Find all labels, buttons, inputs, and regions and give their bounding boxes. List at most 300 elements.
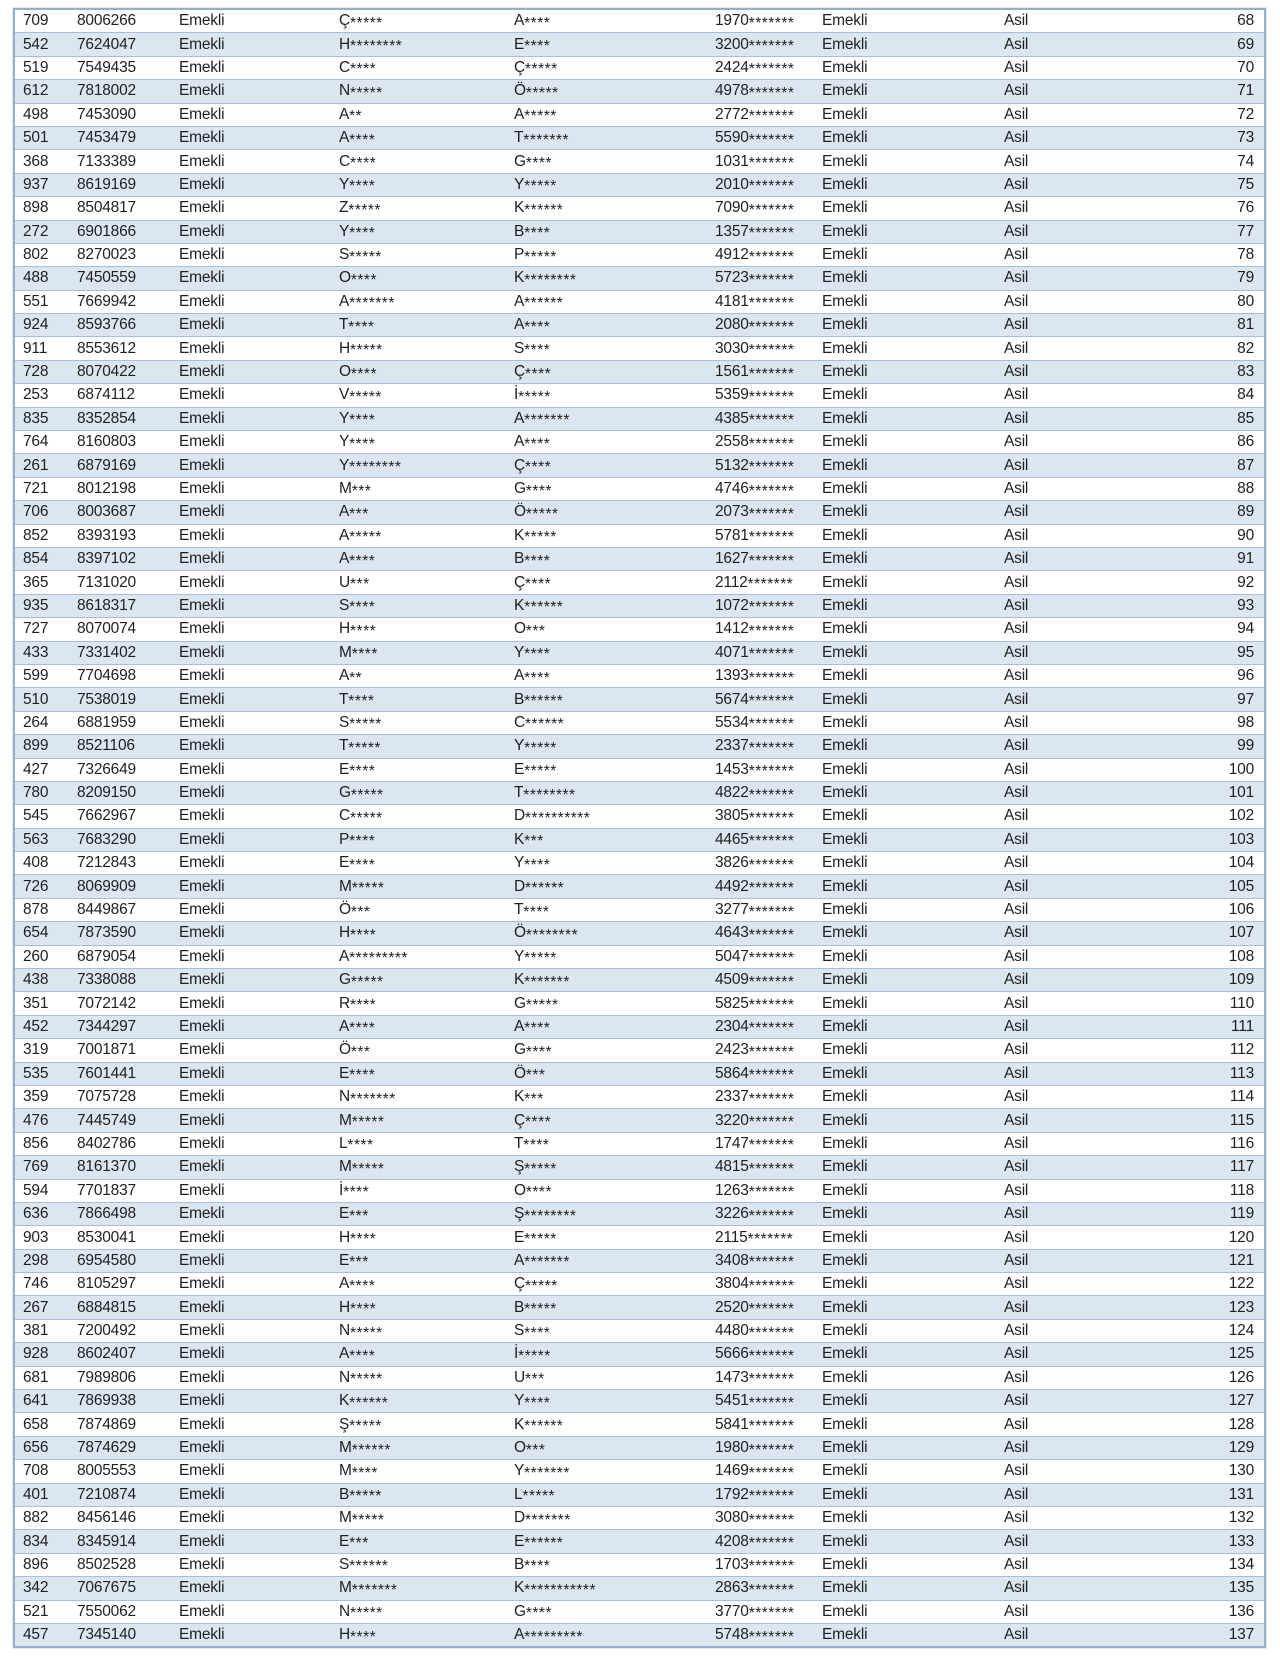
masked-last-name-cell: Y**** (514, 1392, 551, 1412)
mask-asterisks: ****** (524, 599, 564, 617)
status-cell: Emekli (179, 550, 225, 568)
registry-no-cell: 7067675 (77, 1579, 136, 1597)
status-2-cell: Emekli (822, 550, 868, 568)
status-2-cell: Emekli (822, 222, 868, 240)
list-type-cell: Asil (1004, 129, 1029, 147)
status-2-cell: Emekli (822, 456, 868, 474)
status-cell: Emekli (179, 409, 225, 427)
list-type-cell: Asil (1004, 1602, 1029, 1620)
table-row (15, 173, 1264, 196)
status-2-cell: Emekli (822, 1602, 868, 1620)
status-2-cell: Emekli (822, 246, 868, 264)
masked-last-name-cell: Ç**** (514, 1111, 552, 1132)
mask-asterisks: **** (525, 482, 552, 500)
registry-no-cell: 7538019 (77, 690, 136, 708)
masked-first-name-cell: K****** (339, 1392, 389, 1412)
seq-cell: 937 (23, 175, 49, 193)
status-2-cell: Emekli (822, 901, 868, 919)
masked-first-name-cell: V***** (339, 386, 382, 406)
status-cell: Emekli (179, 1181, 225, 1199)
list-type-cell: Asil (1004, 737, 1029, 755)
list-type-cell: Asil (1004, 526, 1029, 544)
masked-last-name-cell: K*** (514, 1088, 544, 1108)
list-type-cell: Asil (1004, 292, 1029, 310)
row-number-cell: 99 (1237, 737, 1254, 755)
status-cell: Emekli (179, 830, 225, 848)
list-type-cell: Asil (1004, 433, 1029, 451)
masked-first-name-cell: M**** (339, 1462, 378, 1482)
mask-asterisks: ****** (524, 1418, 564, 1436)
registry-no-cell: 6881959 (77, 713, 136, 731)
list-type-cell: Asil (1004, 1462, 1029, 1480)
list-type-cell: Asil (1004, 1439, 1029, 1457)
seq-cell: 452 (23, 1017, 49, 1035)
mask-asterisks: ***** (524, 108, 557, 126)
mask-asterisks: **** (349, 763, 376, 781)
list-type-cell: Asil (1004, 854, 1029, 872)
masked-first-name-cell: C***** (339, 807, 383, 827)
list-type-cell: Asil (1004, 760, 1029, 778)
status-cell: Emekli (179, 82, 225, 100)
registry-no-cell: 7624047 (77, 35, 136, 53)
row-number-cell: 134 (1228, 1555, 1254, 1573)
status-cell: Emekli (179, 1251, 225, 1269)
row-number-cell: 118 (1229, 1181, 1254, 1199)
status-2-cell: Emekli (822, 924, 868, 942)
row-number-cell: 81 (1237, 316, 1254, 334)
mask-asterisks: **** (350, 1231, 377, 1248)
masked-last-name-cell: K****** (514, 1415, 564, 1436)
masked-first-name-cell: H**** (339, 924, 377, 944)
status-2-cell: Emekli (822, 199, 868, 217)
mask-asterisks: ***** (524, 763, 557, 781)
mask-asterisks: ********** (525, 809, 591, 827)
registry-no-cell: 6954580 (77, 1251, 136, 1269)
row-number-cell: 91 (1237, 550, 1254, 568)
mask-asterisks: **** (350, 365, 377, 383)
mask-asterisks: **** (525, 1184, 552, 1202)
table-row (15, 79, 1264, 102)
seq-cell: 368 (23, 152, 49, 170)
seq-cell: 261 (23, 456, 49, 474)
mask-asterisks: ******* (748, 14, 795, 32)
seq-cell: 457 (23, 1626, 49, 1644)
masked-last-name-cell: A******* (514, 1251, 570, 1272)
mask-asterisks: ***** (350, 1605, 383, 1623)
mask-asterisks: **** (524, 435, 551, 453)
mask-asterisks: *********** (524, 1581, 596, 1599)
table-row (15, 664, 1264, 687)
mask-asterisks: **** (349, 833, 376, 851)
masked-id-cell: 2073******* (715, 503, 795, 523)
mask-asterisks: ******* (748, 1254, 795, 1272)
mask-asterisks: ******* (748, 950, 795, 968)
mask-asterisks: **** (525, 155, 552, 173)
masked-first-name-cell: H**** (339, 1626, 377, 1646)
masked-last-name-cell: Ö******** (514, 924, 579, 944)
masked-last-name-cell: Ç***** (514, 1275, 558, 1295)
masked-last-name-cell: K***** (514, 526, 557, 547)
row-number-cell: 131 (1228, 1485, 1254, 1503)
table-row (15, 220, 1264, 243)
table-row (15, 945, 1264, 968)
mask-asterisks: **** (349, 225, 376, 243)
status-cell: Emekli (179, 1017, 225, 1035)
list-type-cell: Asil (1004, 830, 1029, 848)
mask-asterisks: ***** (524, 248, 557, 266)
seq-cell: 681 (23, 1368, 49, 1386)
status-2-cell: Emekli (822, 82, 868, 100)
mask-asterisks: ******* (748, 786, 795, 804)
masked-id-cell: 4492******* (715, 877, 795, 898)
status-2-cell: Emekli (822, 1017, 868, 1035)
mask-asterisks: ******* (748, 38, 795, 56)
row-number-cell: 98 (1237, 713, 1254, 731)
mask-asterisks: **** (349, 1277, 376, 1295)
list-type-cell: Asil (1004, 1111, 1029, 1129)
mask-asterisks: ***** (349, 248, 382, 266)
masked-id-cell: 4912******* (715, 246, 795, 266)
masked-id-cell: 4480******* (715, 1322, 795, 1342)
table-row (15, 1412, 1264, 1435)
mask-asterisks: ******* (748, 365, 795, 383)
list-type-cell: Asil (1004, 596, 1029, 614)
mask-asterisks: ***** (525, 1277, 558, 1295)
row-number-cell: 82 (1237, 339, 1254, 357)
masked-last-name-cell: Ş******** (514, 1205, 577, 1225)
table-row (15, 430, 1264, 453)
masked-last-name-cell: K*** (514, 830, 544, 851)
list-type-cell: Asil (1004, 901, 1029, 919)
mask-asterisks: ***** (525, 84, 559, 102)
status-2-cell: Emekli (822, 526, 868, 544)
seq-cell: 658 (23, 1415, 49, 1433)
row-number-cell: 117 (1229, 1158, 1254, 1176)
masked-first-name-cell: E*** (339, 1251, 369, 1272)
mask-asterisks: *** (524, 833, 544, 851)
registry-no-cell: 8456146 (77, 1509, 136, 1527)
mask-asterisks: **** (349, 131, 376, 149)
mask-asterisks: ******* (523, 131, 570, 149)
table-row (15, 594, 1264, 617)
status-2-cell: Emekli (822, 1228, 868, 1246)
status-cell: Emekli (179, 1485, 225, 1503)
table-row (15, 56, 1264, 79)
seq-cell: 834 (23, 1532, 49, 1550)
seq-cell: 802 (23, 246, 49, 264)
mask-asterisks: ******* (748, 435, 795, 453)
table-row (15, 1179, 1264, 1202)
seq-cell: 706 (23, 503, 49, 521)
mask-asterisks: **** (350, 1628, 377, 1646)
list-type-cell: Asil (1004, 269, 1029, 287)
mask-asterisks: **** (524, 38, 551, 56)
list-type-cell: Asil (1004, 152, 1029, 170)
mask-asterisks: ******* (748, 1043, 795, 1061)
masked-id-cell: 5534******* (715, 713, 795, 734)
status-cell: Emekli (179, 386, 225, 404)
list-type-cell: Asil (1004, 784, 1029, 802)
registry-no-cell: 8006266 (77, 12, 136, 30)
masked-last-name-cell: E****** (514, 1532, 564, 1553)
seq-cell: 599 (23, 667, 49, 685)
row-number-cell: 95 (1237, 643, 1254, 661)
status-cell: Emekli (179, 363, 225, 381)
table-row (15, 1319, 1264, 1342)
masked-last-name-cell: K******** (514, 269, 577, 289)
masked-id-cell: 1031******* (715, 152, 795, 173)
status-2-cell: Emekli (822, 1134, 868, 1152)
masked-id-cell: 1980******* (715, 1439, 795, 1459)
seq-cell: 854 (23, 550, 49, 568)
mask-asterisks: **** (523, 903, 550, 921)
masked-first-name-cell: P**** (339, 830, 376, 851)
registry-no-cell: 7873590 (77, 924, 136, 942)
row-number-cell: 96 (1237, 667, 1254, 685)
masked-first-name-cell: H**** (339, 1298, 377, 1319)
table-row (15, 336, 1264, 359)
mask-asterisks: ******* (748, 1207, 795, 1225)
registry-no-cell: 8602407 (77, 1345, 136, 1363)
mask-asterisks: **** (350, 926, 377, 944)
status-cell: Emekli (179, 596, 225, 614)
masked-first-name-cell: M*** (339, 480, 372, 500)
mask-asterisks: *** (349, 1207, 369, 1225)
mask-asterisks: ******* (350, 1090, 396, 1108)
status-cell: Emekli (179, 620, 225, 638)
masked-last-name-cell: Ç***** (514, 58, 558, 79)
list-type-cell: Asil (1004, 1251, 1029, 1269)
mask-asterisks: ******* (748, 1067, 795, 1085)
status-cell: Emekli (179, 573, 225, 591)
seq-cell: 769 (23, 1158, 49, 1176)
seq-cell: 898 (23, 199, 49, 217)
status-2-cell: Emekli (822, 596, 868, 614)
registry-no-cell: 6874112 (77, 386, 135, 404)
status-2-cell: Emekli (822, 760, 868, 778)
mask-asterisks: ******* (748, 1020, 795, 1038)
status-cell: Emekli (179, 292, 225, 310)
masked-last-name-cell: Y**** (514, 854, 551, 874)
seq-cell: 476 (23, 1111, 49, 1129)
mask-asterisks: ******* (748, 1558, 795, 1576)
mask-asterisks: ******* (748, 1418, 795, 1436)
seq-cell: 764 (23, 433, 49, 451)
mask-asterisks: **** (350, 622, 377, 640)
masked-id-cell: 4509******* (715, 971, 795, 991)
status-cell: Emekli (179, 877, 225, 895)
masked-last-name-cell: T******* (514, 129, 570, 149)
mask-asterisks: ******* (748, 108, 795, 126)
row-number-cell: 86 (1237, 433, 1254, 451)
mask-asterisks: *** (524, 1090, 544, 1108)
list-type-cell: Asil (1004, 386, 1029, 404)
status-2-cell: Emekli (822, 947, 868, 965)
masked-first-name-cell: N***** (339, 1322, 383, 1342)
mask-asterisks: **** (348, 318, 375, 336)
row-number-cell: 121 (1228, 1251, 1254, 1269)
registry-no-cell: 7704698 (77, 667, 136, 685)
row-number-cell: 84 (1237, 386, 1254, 404)
registry-no-cell: 7550062 (77, 1602, 136, 1620)
list-type-cell: Asil (1004, 316, 1029, 334)
registry-no-cell: 8005553 (77, 1462, 136, 1480)
registry-no-cell: 7338088 (77, 971, 136, 989)
registry-no-cell: 7683290 (77, 830, 136, 848)
mask-asterisks: ***** (518, 1347, 551, 1365)
status-cell: Emekli (179, 1602, 225, 1620)
mask-asterisks: **** (524, 318, 551, 336)
masked-id-cell: 1747******* (715, 1134, 795, 1155)
mask-asterisks: **** (524, 225, 551, 243)
mask-asterisks: ********* (524, 1628, 583, 1646)
table-row (15, 1038, 1264, 1061)
masked-last-name-cell: S**** (514, 1322, 551, 1342)
masked-last-name-cell: T**** (514, 1134, 550, 1155)
registry-no-cell: 7001871 (77, 1041, 136, 1059)
masked-first-name-cell: A** (339, 105, 363, 126)
mask-asterisks: ***** (348, 201, 381, 219)
row-number-cell: 87 (1237, 456, 1254, 474)
status-2-cell: Emekli (822, 877, 868, 895)
mask-asterisks: **** (524, 1324, 551, 1342)
mask-asterisks: ******* (748, 1464, 795, 1482)
mask-asterisks: ***** (349, 1488, 382, 1506)
table-row (15, 1108, 1264, 1131)
list-type-cell: Asil (1004, 1626, 1029, 1644)
masked-id-cell: 3804******* (715, 1275, 795, 1295)
masked-last-name-cell: K****** (514, 199, 564, 219)
seq-cell: 438 (23, 971, 49, 989)
status-2-cell: Emekli (822, 339, 868, 357)
status-cell: Emekli (179, 526, 225, 544)
row-number-cell: 73 (1237, 129, 1254, 147)
mask-asterisks: **** (525, 459, 552, 477)
masked-first-name-cell: A**** (339, 1017, 376, 1038)
mask-asterisks: **** (524, 14, 551, 32)
status-2-cell: Emekli (822, 1485, 868, 1503)
list-type-cell: Asil (1004, 175, 1029, 193)
status-cell: Emekli (179, 971, 225, 989)
mask-asterisks: ***** (524, 739, 557, 757)
mask-asterisks: **** (349, 856, 376, 874)
mask-asterisks: ****** (525, 880, 565, 898)
status-cell: Emekli (179, 1275, 225, 1293)
table-row (15, 758, 1264, 781)
mask-asterisks: *** (525, 1371, 545, 1389)
masked-last-name-cell: B**** (514, 222, 551, 243)
seq-cell: 521 (23, 1602, 49, 1620)
masked-first-name-cell: M***** (339, 1509, 385, 1529)
masked-first-name-cell: Y**** (339, 433, 376, 453)
masked-id-cell: 3805******* (715, 807, 795, 827)
mask-asterisks: ******** (524, 271, 577, 289)
mask-asterisks: ******** (523, 786, 576, 804)
masked-last-name-cell: Ş***** (514, 1158, 557, 1178)
mask-asterisks: **** (524, 669, 551, 687)
mask-asterisks: ****** (524, 693, 564, 711)
seq-cell: 924 (23, 316, 49, 334)
masked-last-name-cell: A**** (514, 12, 551, 32)
row-number-cell: 133 (1228, 1532, 1254, 1550)
masked-last-name-cell: G***** (514, 994, 559, 1015)
registry-no-cell: 8397102 (77, 550, 136, 568)
masked-id-cell: 7090******* (715, 199, 795, 219)
masked-last-name-cell: A**** (514, 1017, 551, 1038)
masked-first-name-cell: M**** (339, 643, 378, 664)
masked-last-name-cell: P***** (514, 246, 557, 266)
masked-first-name-cell: E*** (339, 1205, 369, 1225)
masked-id-cell: 4822******* (715, 784, 795, 804)
masked-id-cell: 3080******* (715, 1509, 795, 1529)
masked-last-name-cell: B**** (514, 550, 551, 570)
table-row (15, 1623, 1264, 1646)
masked-last-name-cell: B***** (514, 1298, 557, 1319)
status-cell: Emekli (179, 1041, 225, 1059)
mask-asterisks: ***** (525, 61, 558, 79)
masked-last-name-cell: Y***** (514, 737, 557, 757)
status-cell: Emekli (179, 1439, 225, 1457)
registry-no-cell: 8618317 (77, 596, 136, 614)
table-row (15, 290, 1264, 313)
masked-last-name-cell: Y**** (514, 643, 551, 664)
masked-first-name-cell: N***** (339, 1602, 383, 1623)
mask-asterisks: *** (525, 1067, 546, 1085)
masked-last-name-cell: O*** (514, 620, 546, 640)
mask-asterisks: ****** (524, 1535, 564, 1553)
row-number-cell: 120 (1228, 1228, 1254, 1246)
masked-id-cell: 5132******* (715, 456, 795, 477)
masked-last-name-cell: G**** (514, 480, 552, 500)
row-number-cell: 126 (1228, 1368, 1254, 1386)
row-number-cell: 92 (1237, 573, 1254, 591)
masked-id-cell: 1469******* (715, 1462, 795, 1482)
mask-asterisks: ******* (524, 412, 570, 430)
mask-asterisks: ******* (748, 388, 795, 406)
masked-id-cell: 1970******* (715, 12, 795, 32)
table-row (15, 851, 1264, 874)
list-type-cell: Asil (1004, 82, 1029, 100)
mask-asterisks: ***** (351, 1114, 385, 1132)
table-row (15, 1295, 1264, 1318)
table-row (15, 524, 1264, 547)
status-2-cell: Emekli (822, 1205, 868, 1223)
masked-last-name-cell: O**** (514, 1181, 552, 1202)
mask-asterisks: ******* (748, 412, 795, 430)
row-number-cell: 71 (1237, 82, 1254, 100)
row-number-cell: 68 (1237, 12, 1254, 30)
seq-cell: 488 (23, 269, 49, 287)
mask-asterisks: **** (349, 1020, 376, 1038)
mask-asterisks: ******* (748, 1184, 795, 1202)
status-cell: Emekli (179, 1134, 225, 1152)
seq-cell: 594 (23, 1181, 49, 1199)
mask-asterisks: ***** (518, 388, 551, 406)
table-row (15, 874, 1264, 897)
list-type-cell: Asil (1004, 1392, 1029, 1410)
masked-first-name-cell: R**** (339, 994, 377, 1015)
masked-first-name-cell: E*** (339, 1532, 369, 1553)
masked-id-cell: 1263******* (715, 1181, 795, 1202)
mask-asterisks: **** (343, 1184, 370, 1202)
masked-first-name-cell: E**** (339, 1064, 376, 1085)
masked-first-name-cell: M***** (339, 1111, 385, 1132)
registry-no-cell: 8105297 (77, 1275, 136, 1293)
mask-asterisks: ******* (748, 201, 795, 219)
status-cell: Emekli (179, 222, 225, 240)
mask-asterisks: ***** (350, 14, 383, 32)
row-number-cell: 97 (1237, 690, 1254, 708)
